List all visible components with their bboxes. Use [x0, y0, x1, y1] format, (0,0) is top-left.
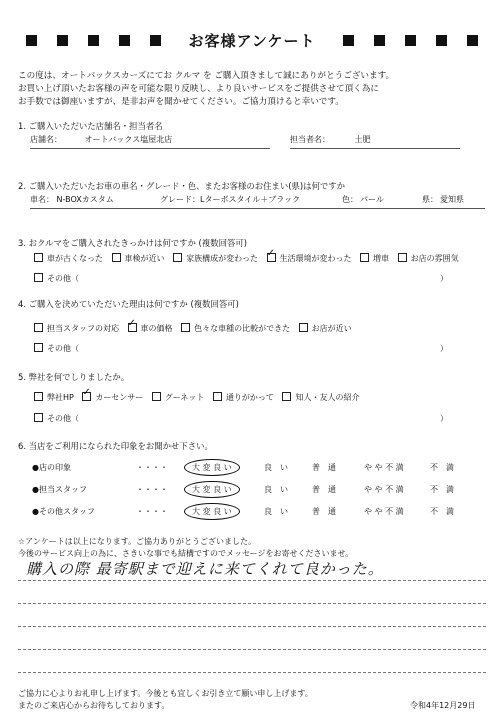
q3-options	[34, 253, 465, 264]
rating-option[interactable]: 普 通	[312, 485, 336, 494]
checkbox[interactable]	[282, 392, 291, 401]
q4-option[interactable]: お店が近い	[299, 324, 352, 333]
footer-text	[18, 688, 313, 712]
q3-option[interactable]: 車検が近い	[112, 254, 165, 263]
rating-option[interactable]: 良 い	[264, 463, 288, 472]
checkbox[interactable]	[34, 323, 43, 332]
comment-line	[18, 672, 486, 673]
rating-selected[interactable]: 大 変 良 い	[184, 459, 240, 476]
intro-line: この度は、オートバックスカーズにてお クルマ を ご購入頂きまして誠にありがとうございます。	[18, 71, 395, 81]
q4-option[interactable]: ✓ 車の価格	[128, 324, 173, 333]
color-label: 色：	[342, 195, 358, 204]
dots: ・・・・	[136, 507, 168, 516]
rating-option[interactable]: 不 満	[430, 507, 454, 516]
q6-heading: 6. 当店をご利用になられた印象をお聞かせ下さい。	[18, 441, 213, 451]
car-info-row	[30, 194, 485, 209]
q3-option[interactable]: ✓ 生活環境が変わった	[267, 254, 352, 263]
intro-text	[18, 70, 488, 109]
rating-label: ●その他スタッフ	[32, 507, 95, 516]
message-prompt: 今後のサービス向上の為に、さきいな事でも結構ですのでメッセージをお寄せくださいませ。	[18, 549, 354, 558]
q5-option[interactable]: 知人・友人の紹介	[282, 393, 359, 402]
intro-line: お買い上げ頂いたお客様の声を可能な限り反映し、より良いサービスをご提供させて頂く為に	[18, 84, 379, 94]
comment-line	[18, 580, 486, 581]
checkbox[interactable]	[181, 323, 190, 332]
q5-option[interactable]: 弊社HP	[34, 393, 74, 402]
checkbox-checked[interactable]	[82, 392, 91, 401]
q1-heading: 1. ご購入いただいた店舗名・担当者名	[18, 121, 163, 131]
pref-label: 県：	[422, 195, 438, 204]
q3-other-close: ）	[440, 274, 448, 283]
checkbox-checked[interactable]	[267, 253, 276, 262]
staff-label: 担当者名：	[290, 135, 330, 144]
checkbox-checked[interactable]	[128, 323, 137, 332]
square-icon	[150, 35, 161, 46]
q5-option[interactable]: 通りがかって	[213, 393, 274, 402]
comment-line	[18, 649, 486, 650]
q3-option[interactable]: 増車	[360, 254, 389, 263]
q4-option[interactable]: 色々な車種の比較ができた	[181, 324, 290, 333]
staff-value: 土肥	[354, 135, 371, 144]
staff-field	[290, 134, 460, 149]
thanks-line: ☆アンケートは以上になります。ご協力ありがとうございました。	[18, 537, 257, 546]
store-value: オートバックス塩屋北店	[84, 135, 173, 144]
rating-option[interactable]: 良 い	[264, 507, 288, 516]
intro-line: お手数では御座いますが、是非お声を聞かせてください。ご協力頂けると幸いです。	[18, 97, 344, 107]
q3-option[interactable]: お店の雰囲気	[398, 254, 459, 263]
car-label: 車名：	[30, 195, 54, 204]
rating-row	[32, 484, 482, 495]
q5-heading: 5. 弊社を何でしりましたか。	[18, 372, 130, 382]
rating-option[interactable]: や や 不 満	[364, 463, 404, 472]
rating-row	[32, 462, 482, 473]
q3-option[interactable]: 家族構成が変わった	[173, 254, 258, 263]
dots: ・・・・	[136, 485, 168, 494]
q4-options	[34, 323, 358, 334]
grade-label: グレード：	[160, 195, 200, 204]
rating-option[interactable]: 不 満	[430, 485, 454, 494]
rating-label: ●担当スタッフ	[32, 485, 87, 494]
handwritten-comment: 購入の際 最寄駅まで迎えに来てくれて良かった。	[26, 560, 384, 578]
checkbox[interactable]	[173, 253, 182, 262]
footer-line: ご協力に心よりお礼申し上げます。今後とも宜しくお引き立て願い申し上げます。	[18, 689, 313, 698]
comment-line	[18, 603, 486, 604]
q4-heading: 4. ご購入を決めていただいた理由は何ですか (複数回答可)	[18, 299, 239, 309]
checkbox[interactable]	[398, 253, 407, 262]
rating-option[interactable]: 良 い	[264, 485, 288, 494]
q5-other-close: ）	[440, 414, 448, 423]
square-icon	[57, 35, 68, 46]
pref-value: 愛知県	[440, 195, 464, 204]
store-field	[30, 134, 270, 149]
square-icon	[374, 35, 385, 46]
square-icon	[467, 35, 478, 46]
rating-row	[32, 506, 482, 517]
q4-other-close: ）	[440, 344, 448, 353]
checkbox[interactable]	[360, 253, 369, 262]
comment-line	[18, 626, 486, 627]
rating-selected[interactable]: 大 変 良 い	[184, 503, 240, 520]
square-icon	[88, 35, 99, 46]
store-label: 店舗名：	[30, 135, 62, 144]
footer-line: またのご来店心からお待ちしております。	[18, 701, 170, 710]
rating-option[interactable]: や や 不 満	[364, 485, 404, 494]
q4-option[interactable]: 担当スタッフの対応	[34, 324, 119, 333]
car-value: N-BOXカスタム	[56, 195, 114, 204]
q5-options	[34, 392, 365, 403]
square-icon	[343, 35, 354, 46]
checkbox[interactable]	[34, 253, 43, 262]
rating-option[interactable]: 普 通	[312, 463, 336, 472]
square-icon	[26, 35, 37, 46]
q5-option[interactable]: ✓ カーセンサー	[82, 393, 143, 402]
square-icon	[405, 35, 416, 46]
q3-other[interactable]: その他（	[34, 273, 79, 284]
color-value: パール	[360, 195, 384, 204]
title-row	[0, 30, 504, 51]
q2-heading: 2. ご購入いただいたお車の車名・グレード・色、またお客様のお住まい(県)は何ですか	[18, 181, 346, 191]
checkbox[interactable]	[152, 392, 161, 401]
rating-option[interactable]: 不 満	[430, 463, 454, 472]
square-icon	[119, 35, 130, 46]
checkbox[interactable]	[34, 413, 43, 422]
q5-other[interactable]: その他（	[34, 413, 79, 424]
rating-option[interactable]: 普 通	[312, 507, 336, 516]
rating-option[interactable]: や や 不 満	[364, 507, 404, 516]
q4-other[interactable]: その他（	[34, 343, 79, 354]
grade-value: Lターボスタイル＋ブラック	[200, 195, 301, 204]
rating-selected[interactable]: 大 変 良 い	[184, 481, 240, 498]
q3-heading: 3. おクルマをご購入されたきっかけは何ですか (複数回答可)	[18, 238, 247, 248]
checkbox[interactable]	[34, 273, 43, 282]
q5-option[interactable]: グーネット	[152, 393, 205, 402]
q3-option[interactable]: 車が古くなった	[34, 254, 103, 263]
footer-date: 令和4年12月29日	[410, 701, 476, 710]
checkbox[interactable]	[213, 392, 222, 401]
page-title: お客様アンケート	[188, 32, 316, 50]
rating-label: ●店の印象	[32, 463, 71, 472]
checkbox[interactable]	[34, 392, 43, 401]
checkbox[interactable]	[34, 343, 43, 352]
dots: ・・・・	[136, 463, 168, 472]
checkbox[interactable]	[112, 253, 121, 262]
checkbox[interactable]	[299, 323, 308, 332]
square-icon	[436, 35, 447, 46]
